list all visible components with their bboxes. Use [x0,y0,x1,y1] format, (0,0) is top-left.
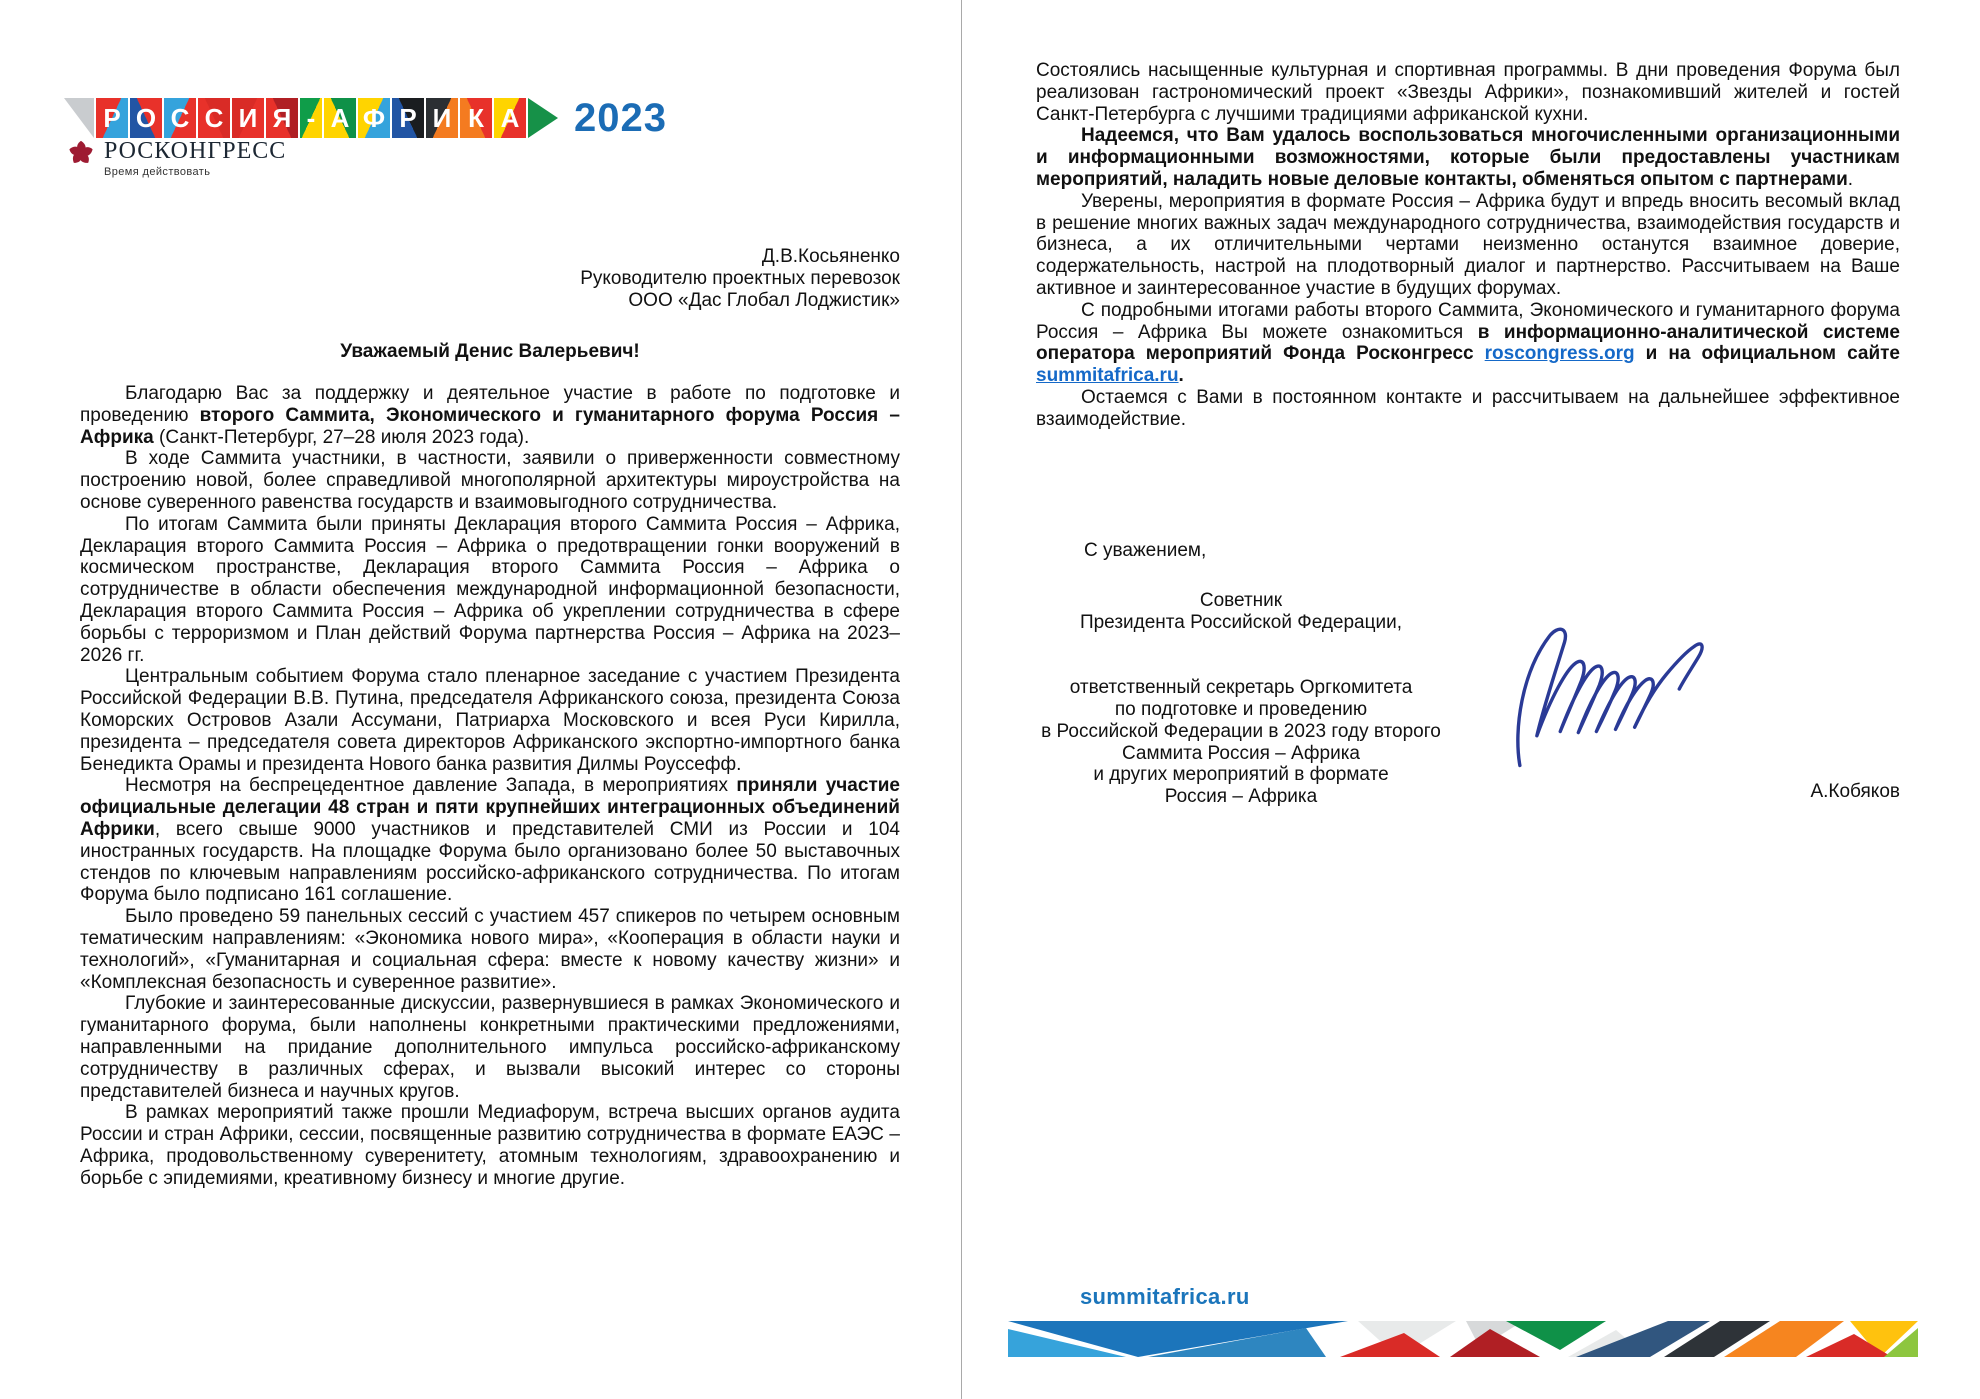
link-roscongress[interactable]: roscongress.org [1484,343,1635,365]
link-summitafrica[interactable]: summitafrica.ru [1036,365,1179,387]
text-run: В рамках мероприятий также прошли Медиафорум, встреча высших органов аудита России и стран Африки, сессии, посвященные развитию сотрудничества в формате ЕАЭС – Африка, продовольственному суверенитету, атомным технологиям, здравоохранению и борьбе с эпидемиями, креативному бизнесу и многие другие. [80,1102,900,1189]
roscongress-wordmark: РОСКОНГРЕСС [104,138,287,164]
logo-letter-tile: И [426,98,458,138]
addressee-block [80,246,900,311]
logo-letter-tile: Я [266,98,298,138]
text-run: Центральным событием Форума стало пленарное заседание с участием Президента Российской Федерации В.В. Путина, председателя Африканского союза, президента Союза Коморских Островов Азали Ассумани, Патриарха Московского и всея Руси Кирилла, президента – председателя совета директоров Африканского экспортно-импортного банка Бенедикта Орамы и президента Нового банка развития Дилмы Роуссефф. [80,666,900,775]
paragraph [1036,300,1900,387]
paragraph [1036,60,1900,125]
signer-title-line: Саммита Россия – Африка [1121,742,1360,764]
text-run: Несмотря на беспрецедентное давление Запада, в мероприятиях [125,775,737,797]
logo-letter-mosaic [64,98,558,138]
logo-letter-tile: И [232,98,264,138]
signer-title-block [1036,590,1446,808]
text-run: По итогам Саммита были приняты Декларация второго Саммита Россия – Африка, Декларация второго Саммита Россия – Африка о предотвращении гонки вооружений в космическом пространстве, Декларация второго Саммита Россия – Африка о сотрудничестве в области обеспечения международной информационной безопасности, Декларация второго Саммита Россия – Африка об укреплении сотрудничества в сфере борьбы с терроризмом и План действий Форума партнерства Россия – Африка на 2023–2026 гг. [80,513,900,666]
letter-body-page1 [80,383,900,1189]
russia-africa-logo [64,95,667,140]
paragraph [80,448,900,513]
roscongress-icon [66,138,96,168]
text-run: второго Саммита, Экономического и гуманитарного форума Россия – Африка [80,404,900,448]
text-run: Уверены, мероприятия в формате Россия – Африка будут и впредь вносить весомый вклад в решение многих важных задач международного сотрудничества, взаимодействия государств и бизнеса, а их отличительными чертами неизменно останутся взаимное доверие, содержательность, настрой на плодотворный диалог и партнерство. Рассчитываем на Ваше активное и заинтересованное участие в будущих форумах. [1036,190,1900,299]
logo-letter-tile: С [198,98,230,138]
text-run: в информационно-аналитической системе оператора мероприятий Фонда Росконгресс [1036,321,1900,365]
letter-body-page2 [1036,60,1900,431]
logo-letter-tile: О [130,98,162,138]
paragraph [80,906,900,993]
logo-end-shape [528,98,558,138]
logo-letter-tile: Ф [358,98,390,138]
salutation: Уважаемый Денис Валерьевич! [340,341,640,362]
signer-title-line: ответственный секретарь Оргкомитета [1069,677,1413,699]
text-run: , всего свыше 9000 участников и представителей СМИ из России и 104 иностранных государств. На площадке Форума было организовано более 50 выставочных стендов по ключевым направлениям российско-африканского сотрудничества. По итогам Форума было подписано 161 соглашение. [80,818,900,906]
signer-title-line: Россия – Африка [1164,786,1318,808]
paragraph [80,1102,900,1189]
text-run: . [1847,168,1854,190]
paragraph [80,514,900,667]
addressee-title: Руководителю проектных перевозок [580,267,900,289]
logo-letter-tile: Р [392,98,424,138]
signer-title-line: Советник [1199,590,1283,611]
logo-flag-shape [64,98,94,138]
addressee-company: ООО «Дас Глобал Лоджистик» [628,289,900,311]
footer-site-url[interactable]: summitafrica.ru [1080,1284,1250,1309]
roscongress-logo [66,138,286,178]
text-run: приняли участие официальные делегации 48 стран и пяти крупнейших интеграционных объединений Африки [80,775,900,840]
text-run: Надеемся, что Вам удалось воспользоваться многочисленными организационными и информационными возможностями, которые были предоставлены участникам мероприятий, наладить новые деловые контакты, обменяться опытом с партнерами [1036,125,1900,190]
footer-color-stripe [1008,1320,1918,1358]
text-run: Глубокие и заинтересованные дискуссии, развернувшиеся в рамках Экономического и гуманитарного форума, были наполнены конкретными практическими предложениями, направленными на придание дополнительного импульса российско-африканскому сотрудничеству в различных сферах, и вызвали высокий интерес со стороны представителей бизнеса и научных кругов. [80,993,900,1102]
logo-letter-tile: А [324,98,356,138]
logo-letter-tile: - [300,98,322,138]
logo-letter-tile: Р [96,98,128,138]
paragraph [1036,191,1900,300]
text-run: В ходе Саммита участники, в частности, заявили о приверженности совместному построению новой, более справедливой многополярной архитектуры мироустройства на основе суверенного равенства государств и взаимовыгодного сотрудничества. [80,448,900,513]
signer-title-line: по подготовке и проведению [1114,698,1368,720]
signer-title-line: Президента Российской Федерации, [1079,611,1403,633]
signer-title-line [1036,634,1446,656]
paragraph [80,993,900,1102]
handwritten-signature [1505,603,1760,775]
text-run: Состоялись насыщенные культурная и спортивная программы. В дни проведения Форума был реализован гастрономический проект «Звезды Африки», познакомивший жителей и гостей Санкт-Петербурга с лучшими традициями африканской кухни. [1036,60,1900,125]
page-divider [961,0,962,1399]
text-run: . [1178,365,1184,387]
roscongress-tagline: Время действовать [104,166,211,178]
paragraph [80,383,900,448]
logo-year: 2023 [574,95,667,140]
paragraph [80,775,900,906]
addressee-name: Д.В.Косьяненко [761,246,900,267]
text-run: (Санкт-Петербург, 27–28 июля 2023 года). [153,426,530,448]
paragraph [80,666,900,775]
logo-letter-tile: С [164,98,196,138]
text-run: Было проведено 59 панельных сессий с участием 457 спикеров по четырем основным тематическим направлениям: «Экономика нового мира», «Кооперация в области науки и технологий», «Гуманитарная и социальная сфера: вместе к новому качеству жизни» и «Комплексная безопасность и суверенное развитие». [80,906,900,993]
text-run: Остаемся с Вами в постоянном контакте и рассчитываем на дальнейшее эффективное взаимодействие. [1036,386,1900,430]
signature-stroke [1518,629,1702,765]
paragraph [1036,125,1900,190]
signer-title-line: и других мероприятий в формате [1093,764,1389,786]
text-run: С подробными итогами работы второго Саммита, Экономического и гуманитарного форума Россия – Африка Вы можете ознакомиться [1036,299,1900,343]
closing-line: С уважением, [1084,540,1207,561]
text-run: и на официальном сайте [1634,343,1900,365]
text-run: Благодарю Вас за поддержку и деятельное участие в работе по подготовке и проведению [80,383,900,426]
signer-title-line: в Российской Федерации в 2023 году второго [1041,720,1441,742]
signer-title-line [1036,655,1446,677]
logo-letter-tile: К [460,98,492,138]
logo-letter-tile: А [494,98,526,138]
signer-name: А.Кобяков [1810,781,1900,802]
paragraph [1036,387,1900,431]
